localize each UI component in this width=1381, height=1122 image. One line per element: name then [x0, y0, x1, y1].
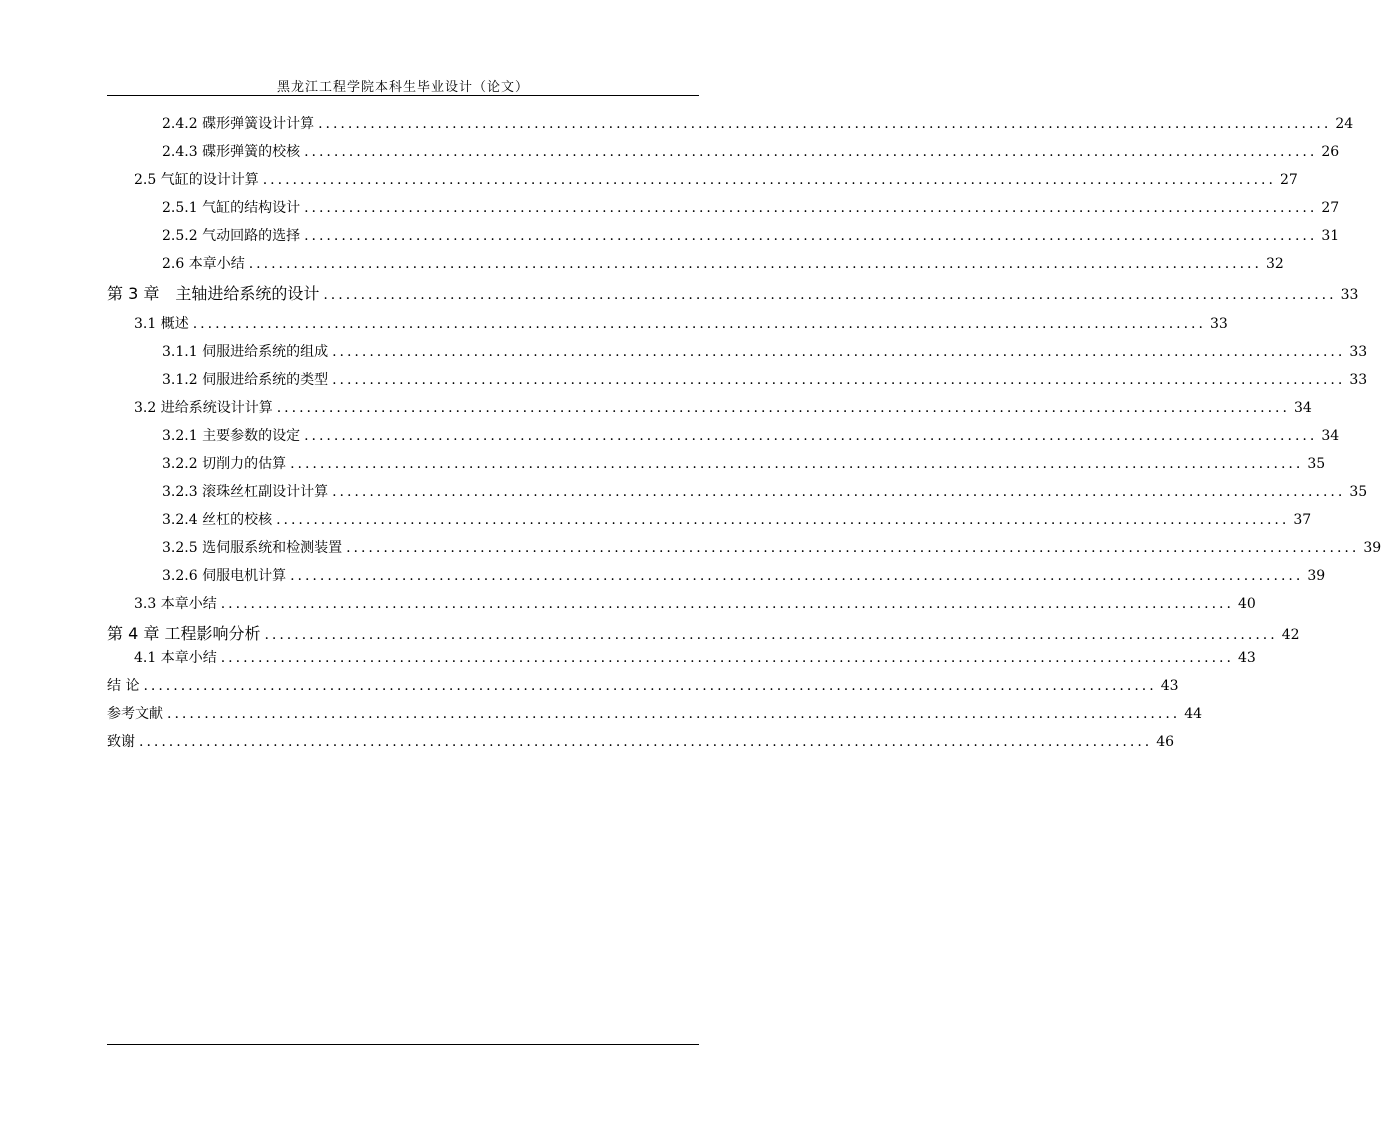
toc-entry[interactable] [134, 594, 1256, 614]
toc-entry[interactable] [162, 426, 1340, 446]
toc-entry-page: 39 [1363, 540, 1381, 556]
toc-entry-page: 24 [1335, 116, 1354, 132]
toc-leader-dots: ........................................................................................................................................ [276, 400, 1290, 416]
toc-chapter-entry[interactable] [107, 624, 1300, 645]
toc-entry-page: 34 [1293, 400, 1312, 416]
toc-leader-dots: ........................................................................................................................................ [143, 678, 1157, 694]
toc-leader-dots: ........................................................................................................................................ [346, 540, 1360, 556]
toc-entry-title: 致谢 [107, 734, 135, 750]
toc-entry-page: 27 [1279, 172, 1298, 188]
toc-entry[interactable] [162, 482, 1368, 502]
toc-leader-dots: ........................................................................................................................................ [304, 228, 1318, 244]
toc-entry-page: 33 [1340, 287, 1359, 303]
toc-leader-dots: ........................................................................................................................................ [264, 627, 1278, 643]
toc-entry-page: 33 [1349, 372, 1368, 388]
toc-entry-page: 35 [1349, 484, 1368, 500]
toc-entry-page: 42 [1281, 627, 1300, 643]
toc-entry-title: 第 4 章 工程影响分析 [107, 624, 261, 643]
toc-entry-page: 27 [1321, 200, 1340, 216]
toc-entry[interactable] [107, 732, 1175, 752]
toc-entry-page: 44 [1184, 706, 1203, 722]
toc-entry-page: 33 [1209, 316, 1228, 332]
footer-rule [107, 1044, 699, 1045]
toc-entry-title: 3.1 概述 [134, 316, 189, 332]
toc-entry[interactable] [162, 342, 1368, 362]
toc-leader-dots: ........................................................................................................................................ [248, 256, 1262, 272]
toc-entry-title: 2.5.1 气缸的结构设计 [162, 200, 301, 216]
toc-leader-dots: ........................................................................................................................................ [332, 372, 1346, 388]
toc-entry-page: 34 [1321, 428, 1340, 444]
toc-leader-dots: ........................................................................................................................................ [318, 116, 1332, 132]
toc-entry-title: 2.5.2 气动回路的选择 [162, 228, 301, 244]
toc-entry[interactable] [162, 142, 1340, 162]
toc-entry-title: 2.4.3 碟形弹簧的校核 [162, 144, 301, 160]
toc-leader-dots: ........................................................................................................................................ [139, 734, 1153, 750]
toc-entry[interactable] [162, 254, 1284, 274]
toc-leader-dots: ........................................................................................................................................ [332, 344, 1346, 360]
toc-entry[interactable] [134, 170, 1298, 190]
toc-leader-dots: ........................................................................................................................................ [304, 200, 1318, 216]
toc-entry[interactable] [134, 398, 1312, 418]
toc-entry-title: 3.2.1 主要参数的设定 [162, 428, 301, 444]
toc-chapter-entry[interactable] [107, 284, 1359, 305]
toc-leader-dots: ........................................................................................................................................ [167, 706, 1181, 722]
toc-entry-title: 3.2.3 滚珠丝杠副设计计算 [162, 484, 329, 500]
toc-entry-title: 第 3 章 主轴进给系统的设计 [107, 284, 320, 303]
toc-entry-page: 37 [1293, 512, 1312, 528]
toc-leader-dots: ........................................................................................................................................ [290, 568, 1304, 584]
toc-leader-dots: ........................................................................................................................................ [323, 287, 1337, 303]
toc-entry[interactable] [162, 226, 1340, 246]
toc-entry[interactable] [162, 538, 1381, 558]
toc-entry[interactable] [107, 704, 1203, 724]
toc-entry-title: 3.1.2 伺服进给系统的类型 [162, 372, 329, 388]
toc-entry[interactable] [134, 648, 1256, 668]
toc-leader-dots: ........................................................................................................................................ [276, 512, 1290, 528]
toc-entry-page: 33 [1349, 344, 1368, 360]
toc-entry-title: 参考文献 [107, 706, 163, 722]
toc-entry[interactable] [162, 198, 1340, 218]
toc-entry-page: 32 [1265, 256, 1284, 272]
toc-leader-dots: ........................................................................................................................................ [304, 428, 1318, 444]
toc-entry[interactable] [162, 510, 1312, 530]
toc-entry-title: 3.2.4 丝杠的校核 [162, 512, 273, 528]
toc-entry-title: 2.5 气缸的设计计算 [134, 172, 259, 188]
toc-entry[interactable] [162, 114, 1354, 134]
header-rule [107, 95, 699, 96]
toc-leader-dots: ........................................................................................................................................ [192, 316, 1206, 332]
page-header-title: 黑龙江工程学院本科生毕业设计（论文） [276, 80, 529, 95]
toc-leader-dots: ........................................................................................................................................ [304, 144, 1318, 160]
toc-entry-title: 3.2.5 选伺服系统和检测装置 [162, 540, 343, 556]
toc-entry-title: 4.1 本章小结 [134, 650, 217, 666]
toc-leader-dots: ........................................................................................................................................ [220, 596, 1234, 612]
toc-entry[interactable] [162, 566, 1326, 586]
toc-entry-title: 2.4.2 碟形弹簧设计计算 [162, 116, 315, 132]
toc-entry-page: 43 [1237, 650, 1256, 666]
toc-leader-dots: ........................................................................................................................................ [332, 484, 1346, 500]
toc-entry-page: 46 [1156, 734, 1175, 750]
toc-entry-page: 40 [1237, 596, 1256, 612]
toc-entry-page: 39 [1307, 568, 1326, 584]
toc-leader-dots: ........................................................................................................................................ [220, 650, 1234, 666]
toc-entry[interactable] [162, 370, 1368, 390]
toc-entry[interactable] [134, 314, 1228, 334]
toc-entry-title: 3.3 本章小结 [134, 596, 217, 612]
toc-entry[interactable] [107, 676, 1179, 696]
toc-entry-title: 2.6 本章小结 [162, 256, 245, 272]
toc-entry-page: 26 [1321, 144, 1340, 160]
toc-entry-page: 43 [1160, 678, 1179, 694]
toc-entry-page: 31 [1321, 228, 1340, 244]
toc-entry-page: 35 [1307, 456, 1326, 472]
toc-entry-title: 3.1.1 伺服进给系统的组成 [162, 344, 329, 360]
toc-leader-dots: ........................................................................................................................................ [290, 456, 1304, 472]
toc-entry-title: 3.2.6 伺服电机计算 [162, 568, 287, 584]
toc-entry[interactable] [162, 454, 1326, 474]
toc-entry-title: 结 论 [107, 678, 140, 694]
toc-entry-title: 3.2 进给系统设计计算 [134, 400, 273, 416]
toc-leader-dots: ........................................................................................................................................ [262, 172, 1276, 188]
toc-entry-title: 3.2.2 切削力的估算 [162, 456, 287, 472]
